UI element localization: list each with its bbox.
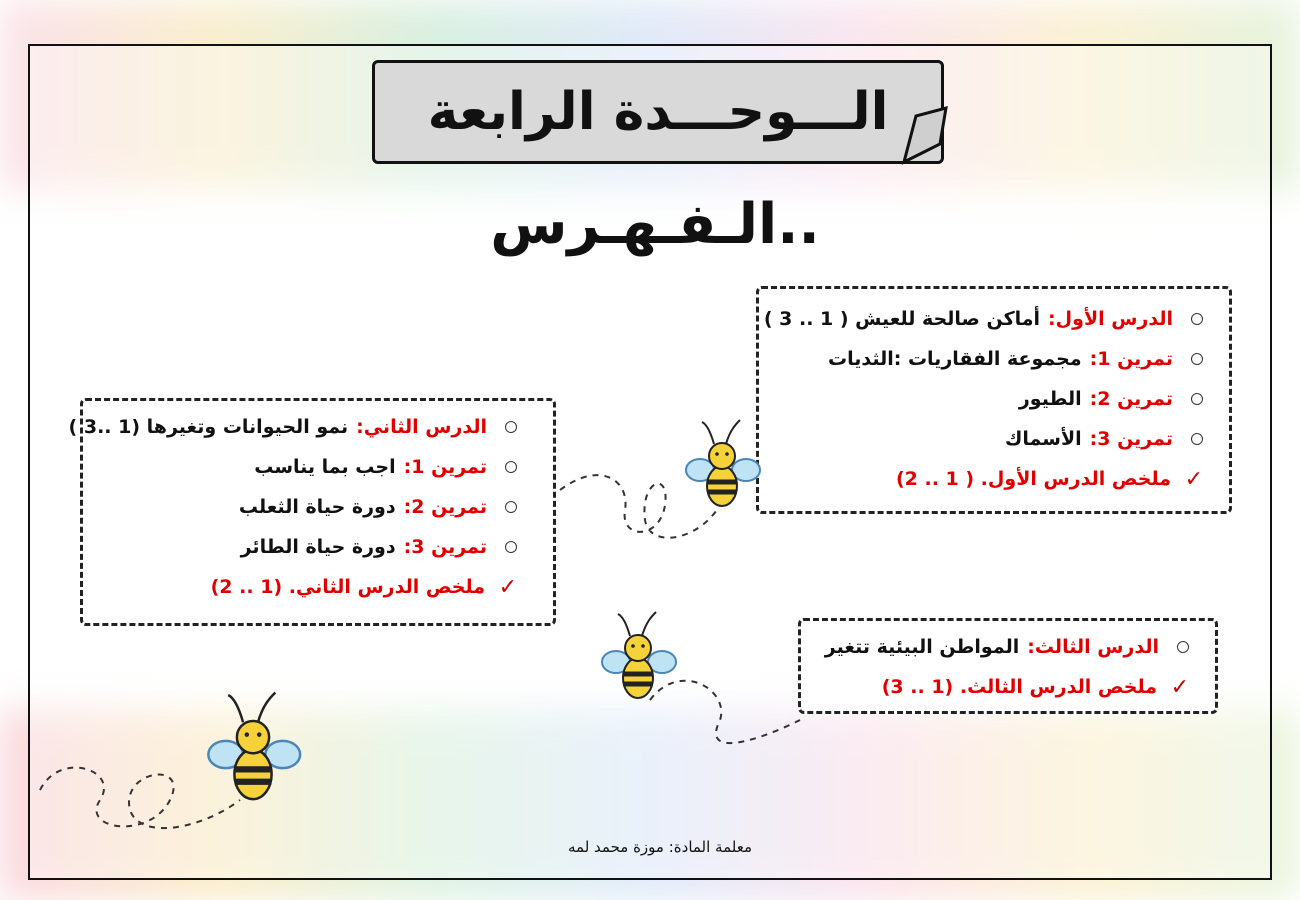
check-icon: ✓ [498,574,517,600]
check-icon: ✓ [1184,466,1203,492]
item-label: تمرين 3: [1089,428,1173,450]
summary-text: ملخص الدرس الثالث. (1 .. 3) [881,676,1157,698]
bee-icon [682,418,762,518]
teacher-credit: معلمة المادة: موزة محمد لمه [567,838,753,856]
summary-text: ملخص الدرس الأول. ( 1 .. 2) [895,468,1171,490]
item-text: الطيور [1018,388,1082,410]
summary-text: ملخص الدرس الثاني. (1 .. 2) [210,576,485,598]
item-label: تمرين 3: [403,536,487,558]
index-title: الـفـهـرس.. [490,192,820,257]
item-label: الدرس الثاني: [356,416,487,438]
item-text: دورة حياة الثعلب [238,496,396,518]
check-icon: ✓ [1170,674,1189,700]
item-label: تمرين 1: [403,456,487,478]
item-label: تمرين 2: [1089,388,1173,410]
item-text: الأسماك [1004,428,1082,450]
item-label: الدرس الأول: [1048,308,1173,330]
item-label: تمرين 2: [403,496,487,518]
unit-title: الـــوحـــدة الرابعة [427,82,889,142]
bee-icon [598,610,678,710]
item-label: تمرين 1: [1089,348,1173,370]
item-text: دورة حياة الطائر [240,536,396,558]
bee-icon [200,690,306,814]
item-text: المواطن البيئية تتغير [824,636,1020,658]
item-text: أماكن صالحة للعيش ( 1 .. 3 ) [763,308,1041,330]
item-text: نمو الحيوانات وتغيرها (1 ..3 ) [68,416,349,438]
item-label: الدرس الثالث: [1027,636,1159,658]
item-text: مجموعة الفقاريات :الثديات [828,348,1082,370]
item-text: اجب بما يناسب [254,456,396,478]
